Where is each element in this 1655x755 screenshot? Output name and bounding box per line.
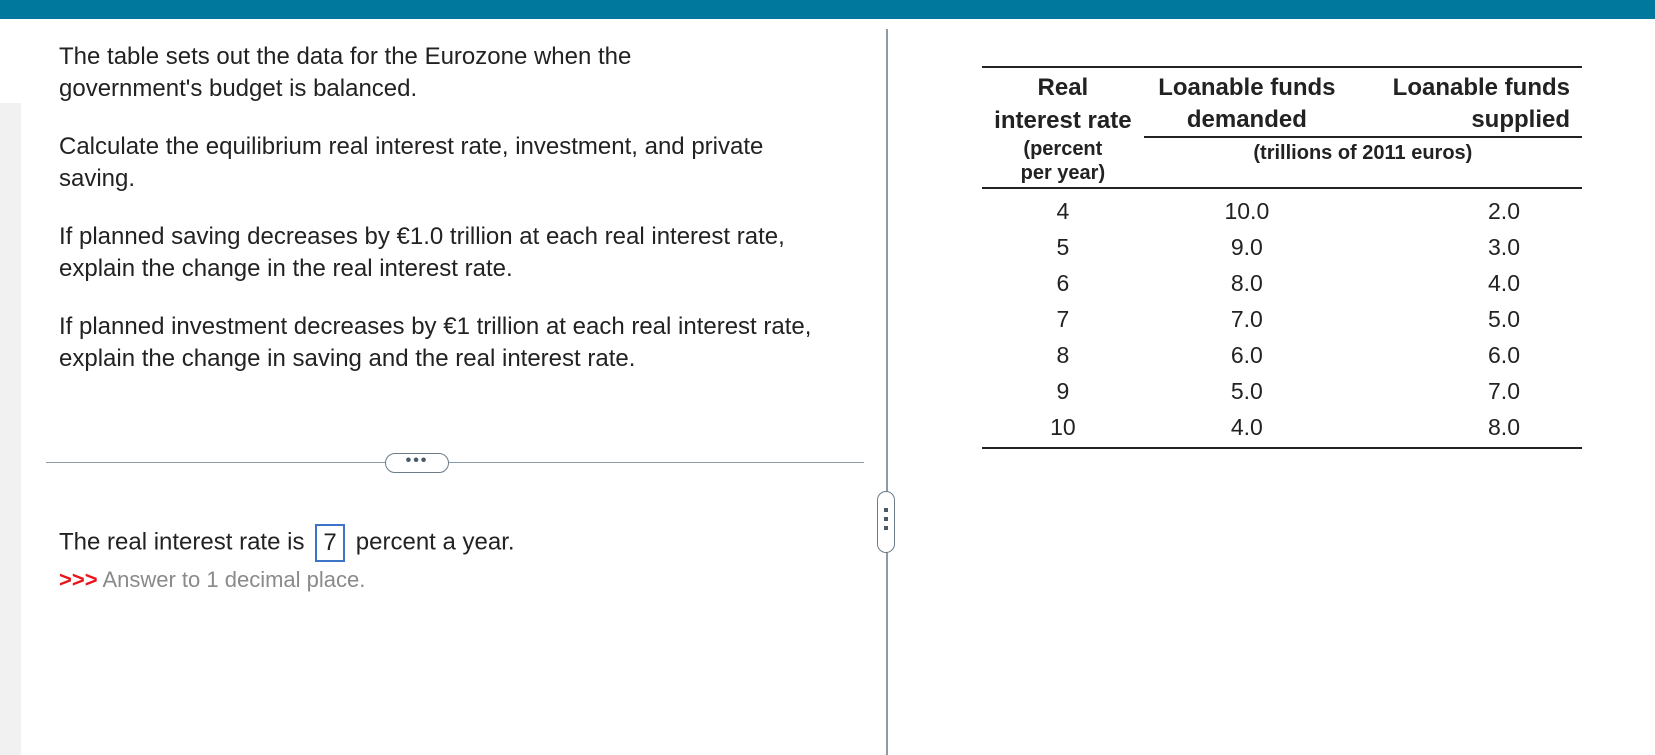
cell-funds-demanded: 10.0	[1224, 198, 1270, 224]
cell-funds-demanded: 8.0	[1230, 270, 1263, 296]
answer-line	[59, 524, 515, 562]
header-supplied-line1: Loanable funds	[1392, 74, 1570, 101]
cell-funds-demanded: 7.0	[1230, 306, 1263, 332]
question-text	[59, 41, 839, 401]
expand-question-button[interactable]: •••	[385, 453, 449, 473]
cell-real-interest-rate: 4	[1056, 198, 1070, 224]
hint-arrows-icon: >>>	[59, 567, 98, 592]
cell-funds-supplied: 6.0	[1488, 342, 1520, 368]
cell-funds-supplied: 2.0	[1488, 198, 1520, 224]
cell-real-interest-rate: 7	[1056, 306, 1070, 332]
cell-funds-supplied: 7.0	[1488, 378, 1520, 404]
top-bar	[0, 0, 1655, 19]
pane-splitter	[886, 29, 888, 755]
left-gutter	[0, 19, 21, 755]
splitter-handle[interactable]	[877, 491, 895, 553]
cell-funds-demanded: 5.0	[1230, 378, 1263, 404]
header-interest-rate: interest rate	[994, 106, 1132, 134]
table-row	[982, 337, 1582, 373]
question-part-1: Calculate the equilibrium real interest rate, investment, and private saving.	[59, 133, 764, 192]
question-part-3: If planned investment decreases by €1 trillion at each real interest rate, explain the change in saving and the real interest rate.	[59, 313, 812, 372]
real-interest-rate-input[interactable]: 7	[315, 524, 345, 562]
cell-funds-demanded: 4.0	[1230, 414, 1263, 440]
header-demanded-line2: demanded	[1144, 104, 1350, 137]
table-body	[982, 188, 1582, 448]
table-row	[982, 229, 1582, 265]
cell-real-interest-rate: 10	[1050, 414, 1076, 440]
table-row	[982, 301, 1582, 337]
answer-prefix: The real interest rate is	[59, 528, 305, 556]
header-rate-units-line2: per year)	[1020, 162, 1106, 184]
table-row	[982, 265, 1582, 301]
question-intro: The table sets out the data for the Eurozone when the government's budget is balanced.	[59, 43, 632, 102]
cell-funds-supplied: 8.0	[1488, 414, 1520, 440]
table-row	[982, 409, 1582, 448]
cell-funds-supplied: 5.0	[1488, 306, 1520, 332]
section-divider	[46, 462, 864, 463]
cell-real-interest-rate: 9	[1056, 378, 1070, 404]
table-row	[982, 188, 1582, 229]
header-rate-units-line1: (percent	[1023, 138, 1103, 160]
drag-handle-icon	[884, 508, 888, 535]
loanable-funds-table	[982, 66, 1582, 449]
answer-hint	[59, 566, 365, 594]
loanable-funds-table-wrapper	[982, 66, 1582, 449]
header-rate-units	[982, 137, 1144, 188]
cell-real-interest-rate: 5	[1056, 234, 1070, 260]
question-part-2: If planned saving decreases by €1.0 trillion at each real interest rate, explain the change in the real interest rate.	[59, 223, 785, 282]
answer-suffix: percent a year.	[355, 528, 515, 556]
cell-real-interest-rate: 8	[1056, 342, 1070, 368]
header-real: Real	[1037, 74, 1089, 101]
cell-real-interest-rate: 6	[1056, 270, 1070, 296]
header-demanded-line1: Loanable funds	[1158, 74, 1336, 101]
hint-text: Answer to 1 decimal place.	[102, 567, 366, 592]
cell-funds-demanded: 9.0	[1230, 234, 1263, 260]
header-supplied-line2: supplied	[1350, 104, 1582, 137]
cell-funds-supplied: 3.0	[1488, 234, 1520, 260]
table-row	[982, 373, 1582, 409]
question-pane	[21, 19, 885, 755]
cell-funds-supplied: 4.0	[1488, 270, 1520, 296]
header-funds-units: (trillions of 2011 euros)	[1253, 142, 1473, 164]
cell-funds-demanded: 6.0	[1230, 342, 1263, 368]
gutter-tab	[0, 19, 21, 103]
